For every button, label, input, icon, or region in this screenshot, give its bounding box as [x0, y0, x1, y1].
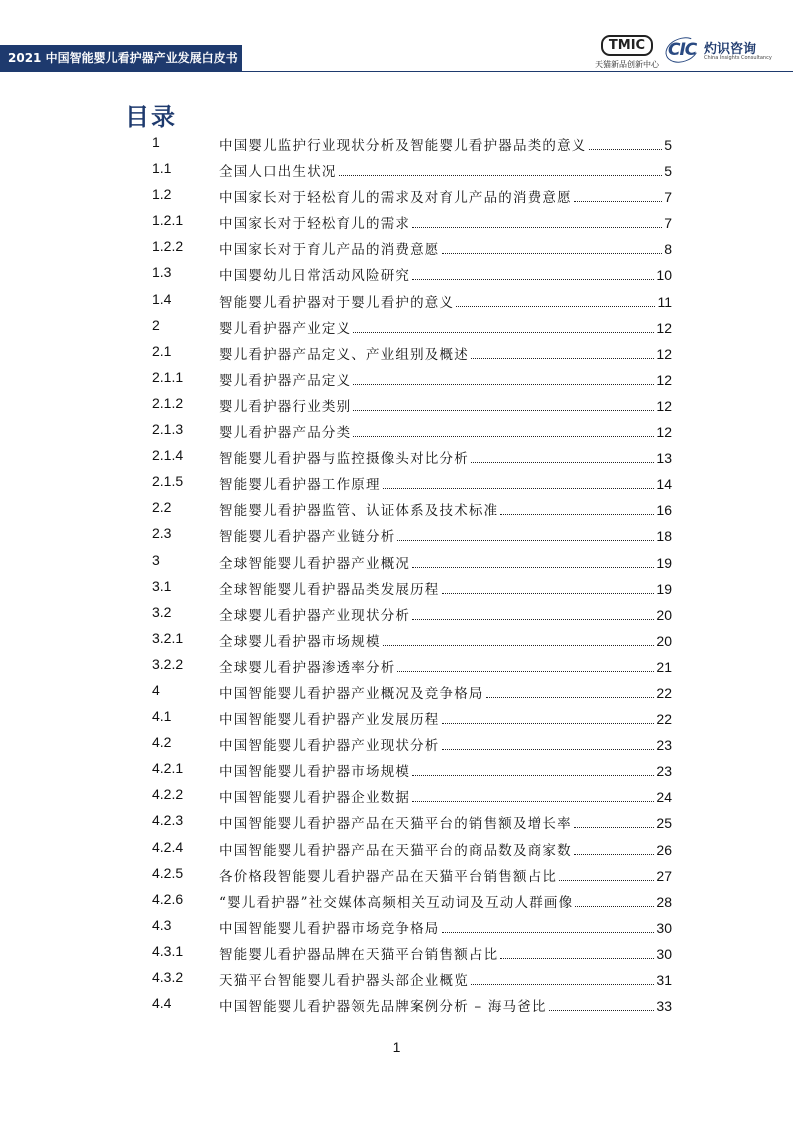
toc-dot-leader	[397, 528, 654, 541]
toc-dot-leader	[574, 189, 662, 202]
toc-entry[interactable]	[152, 862, 672, 888]
toc-entry-number: 1.3	[152, 264, 172, 281]
toc-dot-leader	[471, 346, 655, 359]
toc-entry[interactable]	[152, 209, 672, 235]
toc-dot-leader	[412, 267, 654, 280]
toc-dot-leader	[442, 737, 655, 750]
cic-logo-english: China Insights Consultancy	[704, 55, 772, 61]
toc-entry-title: 婴儿看护器行业类别	[219, 398, 352, 415]
toc-dot-leader	[442, 241, 663, 254]
toc-entry-title: 全国人口出生状况	[219, 164, 337, 181]
toc-dot-leader	[412, 607, 654, 620]
toc-dot-leader	[353, 372, 654, 385]
toc-entry[interactable]	[152, 470, 672, 496]
toc-entry[interactable]	[152, 679, 672, 705]
toc-entry[interactable]	[152, 914, 672, 940]
toc-entry-title: 中国智能婴儿看护器产业现状分析	[219, 738, 440, 755]
toc-entry[interactable]	[152, 288, 672, 314]
toc-entry-page: 22	[656, 684, 672, 701]
toc-entry[interactable]	[152, 261, 672, 287]
cic-logo-name: 灼识咨询	[704, 42, 757, 57]
toc-entry-page: 23	[656, 737, 672, 754]
toc-entry-title: 全球智能婴儿看护器产业概况	[219, 555, 411, 572]
toc-entry-title: 各价格段智能婴儿看护器产品在天猫平台销售额占比	[219, 868, 558, 885]
toc-dot-leader	[412, 555, 654, 568]
toc-entry-page: 28	[656, 893, 672, 910]
toc-dot-leader	[339, 163, 663, 176]
toc-entry-page: 14	[656, 476, 672, 493]
toc-entry-number: 2.2	[152, 499, 172, 516]
toc-entry[interactable]	[152, 992, 672, 1018]
toc-entry-page: 12	[656, 319, 672, 336]
toc-entry-number: 2.1.3	[152, 421, 184, 438]
toc-entry[interactable]	[152, 418, 672, 444]
cic-logo-mark: CIC	[668, 40, 697, 60]
toc-entry-title: 婴儿看护器产业定义	[219, 320, 352, 337]
toc-entry-number: 1.2.2	[152, 238, 184, 255]
toc-entry-number: 4.2.6	[152, 890, 184, 907]
tmic-logo	[592, 34, 662, 70]
toc-entry-title: 中国婴儿监护行业现状分析及智能婴儿看护器品类的意义	[219, 138, 587, 154]
toc-entry-page: 12	[656, 424, 672, 441]
toc-entry-page: 12	[656, 345, 672, 362]
toc-entry-page: 16	[656, 502, 672, 519]
toc-entry-title: 中国婴幼儿日常活动风险研究	[219, 268, 411, 285]
toc-dot-leader	[442, 711, 655, 724]
toc-entry-title: 婴儿看护器产品定义、产业组别及概述	[219, 346, 469, 363]
toc-dot-leader	[412, 215, 662, 228]
toc-entry[interactable]	[152, 444, 672, 470]
header-divider	[242, 71, 793, 72]
toc-entry-number: 3.1	[152, 577, 172, 594]
toc-dot-leader	[471, 450, 655, 463]
report-title-banner: 2021 中国智能婴儿看护器产业发展白皮书	[0, 45, 242, 72]
toc-entry-title: “婴儿看护器”社交媒体高频相关互动词及互动人群画像	[219, 894, 574, 911]
toc-entry-number: 1.1	[152, 160, 172, 177]
toc-dot-leader	[549, 998, 655, 1011]
toc-entry-page: 18	[656, 528, 672, 545]
toc-entry-number: 4.2	[152, 734, 172, 751]
toc-entry[interactable]	[152, 783, 672, 809]
toc-entry[interactable]	[152, 549, 672, 575]
toc-entry-page: 24	[656, 789, 672, 806]
toc-entry-title: 智能婴儿看护器监管、认证体系及技术标准	[219, 503, 499, 520]
toc-entry-page: 27	[656, 867, 672, 884]
toc-entry-title: 中国智能婴儿看护器产业发展历程	[219, 712, 440, 729]
toc-entry[interactable]	[152, 522, 672, 548]
toc-dot-leader	[486, 685, 655, 698]
toc-dot-leader	[559, 868, 654, 881]
toc-entry-page: 5	[664, 137, 672, 153]
tmic-logo-mark: TMIC	[601, 35, 653, 56]
toc-dot-leader	[353, 320, 654, 333]
toc-entry-title: 智能婴儿看护器与监控摄像头对比分析	[219, 451, 469, 468]
toc-entry-number: 4.2.1	[152, 760, 184, 777]
toc-entry-page: 7	[664, 215, 672, 232]
toc-entry-title: 智能婴儿看护器工作原理	[219, 477, 381, 494]
toc-entry[interactable]	[152, 392, 672, 418]
toc-entry-title: 全球婴儿看护器产业现状分析	[219, 607, 411, 624]
toc-entry-title: 中国智能婴儿看护器企业数据	[219, 790, 411, 807]
toc-entry-title: 全球智能婴儿看护器品类发展历程	[219, 581, 440, 598]
page-number: 1	[392, 1039, 401, 1055]
toc-dot-leader	[383, 633, 655, 646]
toc-dot-leader	[442, 920, 655, 933]
toc-entry-title: 中国家长对于轻松育儿的需求	[219, 216, 411, 233]
toc-entry-title: 天猫平台智能婴儿看护器头部企业概览	[219, 973, 469, 989]
toc-dot-leader	[353, 424, 654, 437]
toc-entry-page: 20	[656, 606, 672, 623]
toc-dot-leader	[442, 581, 655, 594]
toc-entry[interactable]	[152, 340, 672, 366]
toc-entry-page: 19	[656, 554, 672, 571]
toc-entry-page: 25	[656, 815, 672, 832]
toc-entry-title: 智能婴儿看护器产业链分析	[219, 529, 396, 546]
toc-dot-leader	[412, 763, 654, 776]
toc-entry[interactable]	[152, 627, 672, 653]
toc-entry-title: 中国智能婴儿看护器市场规模	[219, 764, 411, 781]
toc-entry-title: 中国家长对于轻松育儿的需求及对育儿产品的消费意愿	[219, 190, 572, 207]
toc-entry[interactable]	[152, 183, 672, 209]
toc-entry[interactable]	[152, 131, 672, 157]
toc-entry-number: 4.4	[152, 995, 172, 1012]
toc-entry-page: 7	[664, 189, 672, 206]
toc-entry[interactable]	[152, 601, 672, 627]
toc-dot-leader	[574, 842, 655, 855]
toc-title: 目录	[125, 103, 177, 131]
toc-entry-title: 婴儿看护器产品分类	[219, 425, 352, 442]
toc-entry-number: 2.1	[152, 342, 172, 359]
toc-entry[interactable]	[152, 757, 672, 783]
toc-entry-title: 中国家长对于育儿产品的消费意愿	[219, 242, 440, 259]
toc-entry-number: 2	[152, 316, 160, 333]
toc-entry-number: 2.1.1	[152, 368, 184, 385]
toc-entry-page: 30	[656, 919, 672, 936]
toc-entry-number: 1	[152, 134, 160, 150]
toc-entry-page: 20	[656, 632, 672, 649]
toc-entry-number: 1.2.1	[152, 212, 184, 229]
tmic-logo-caption: 天猫新品创新中心	[595, 60, 659, 69]
toc-entry-title: 智能婴儿看护器品牌在天猫平台销售额占比	[219, 946, 499, 963]
toc-dot-leader	[575, 894, 654, 907]
toc-entry-number: 4.2.3	[152, 812, 184, 829]
toc-entry-title: 中国智能婴儿看护器市场竞争格局	[219, 920, 440, 937]
toc-entry-title: 中国智能婴儿看护器产业概况及竞争格局	[219, 685, 484, 702]
toc-entry-page: 22	[656, 711, 672, 728]
toc-entry[interactable]	[152, 731, 672, 757]
toc-entry[interactable]	[152, 653, 672, 679]
toc-entry-number: 3	[152, 551, 160, 568]
toc-entry[interactable]	[152, 888, 672, 914]
toc-entry-number: 1.2	[152, 186, 172, 203]
toc-entry-number: 3.2	[152, 603, 172, 620]
toc-entry-number: 4	[152, 681, 160, 698]
toc-entry-number: 4.2.4	[152, 838, 184, 855]
toc-entry[interactable]	[152, 966, 672, 992]
toc-entry-title: 中国智能婴儿看护器产品在天猫平台的销售额及增长率	[219, 816, 572, 833]
toc-dot-leader	[397, 659, 654, 672]
toc-entry-title: 全球婴儿看护器渗透率分析	[219, 659, 396, 676]
toc-entry-number: 2.3	[152, 525, 172, 542]
toc-entry-number: 2.1.5	[152, 473, 184, 490]
toc-entry-number: 4.1	[152, 708, 172, 725]
toc-entry-title: 中国智能婴儿看护器领先品牌案例分析 – 海马爸比	[219, 999, 547, 1016]
toc-dot-leader	[574, 815, 655, 828]
toc-entry[interactable]	[152, 940, 672, 966]
toc-entry-page: 12	[656, 371, 672, 388]
toc-entry-page: 8	[664, 241, 672, 258]
toc-entry[interactable]	[152, 366, 672, 392]
toc-entry[interactable]	[152, 314, 672, 340]
toc-entry-page: 5	[664, 163, 672, 180]
toc-entry-number: 1.4	[152, 290, 172, 307]
toc-entry-page: 23	[656, 763, 672, 780]
toc-entry[interactable]	[152, 575, 672, 601]
toc-entry-page: 11	[657, 293, 672, 310]
toc-entry-page: 13	[656, 450, 672, 467]
toc-dot-leader	[500, 502, 654, 515]
toc-dot-leader	[471, 972, 655, 985]
toc-entry-title: 全球婴儿看护器市场规模	[219, 633, 381, 650]
toc-entry[interactable]	[152, 496, 672, 522]
toc-entry-number: 4.3.2	[152, 969, 184, 985]
toc-entry-page: 31	[656, 972, 672, 988]
table-of-contents	[152, 131, 672, 1018]
toc-entry-title: 婴儿看护器产品定义	[219, 372, 352, 389]
toc-entry-number: 4.3.1	[152, 942, 184, 959]
toc-entry[interactable]	[152, 836, 672, 862]
toc-entry[interactable]	[152, 235, 672, 261]
toc-entry-page: 33	[656, 998, 672, 1015]
toc-entry[interactable]	[152, 809, 672, 835]
toc-entry-page: 10	[656, 267, 672, 284]
toc-entry-number: 4.2.2	[152, 786, 184, 803]
toc-entry-title: 智能婴儿看护器对于婴儿看护的意义	[219, 294, 455, 311]
toc-entry-page: 19	[656, 580, 672, 597]
toc-entry-number: 4.2.5	[152, 864, 184, 881]
toc-dot-leader	[412, 789, 654, 802]
toc-entry-number: 4.3	[152, 916, 172, 933]
toc-entry-page: 26	[656, 841, 672, 858]
toc-entry-page: 12	[656, 397, 672, 414]
toc-dot-leader	[589, 137, 663, 150]
toc-dot-leader	[383, 476, 655, 489]
toc-entry[interactable]	[152, 157, 672, 183]
toc-entry-title: 中国智能婴儿看护器产品在天猫平台的商品数及商家数	[219, 842, 572, 859]
toc-entry-number: 2.1.4	[152, 447, 184, 464]
toc-entry-page: 30	[656, 945, 672, 962]
toc-entry-page: 21	[656, 658, 672, 675]
toc-entry-number: 3.2.1	[152, 629, 184, 646]
toc-dot-leader	[353, 398, 654, 411]
toc-entry-number: 3.2.2	[152, 655, 184, 672]
toc-entry-number: 2.1.2	[152, 394, 184, 411]
cic-logo	[668, 38, 778, 68]
toc-entry[interactable]	[152, 705, 672, 731]
toc-dot-leader	[500, 946, 654, 959]
toc-dot-leader	[456, 294, 655, 307]
